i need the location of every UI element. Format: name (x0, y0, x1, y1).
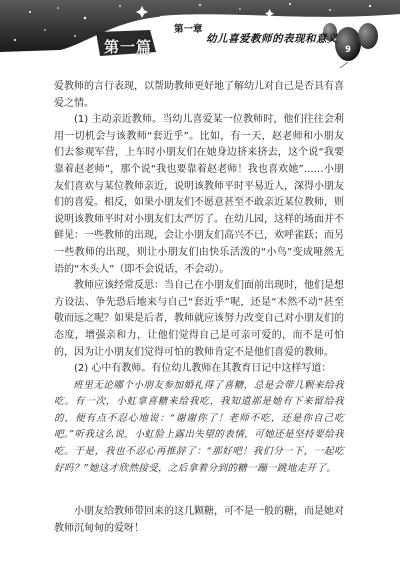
chapter-title: 幼儿喜爱教师的表现和意义 (206, 33, 338, 45)
section-gap (54, 477, 344, 504)
page-header (0, 0, 400, 68)
paragraph-reflection: 教师应该经常反思：当自己在小朋友们面前出现时，他们是想方设法、争先恐后地来与自己“套近乎”呢，还是“木然不动”甚至敬而远之呢？如果是后者，教师就应该努力改变自己对小朋友们的态度，增强亲和力，让他们觉得自己是可亲可爱的，而不是可怕的，因为让小朋友们觉得可怕的教师肯定不是他们喜爱的教师。 (54, 280, 344, 358)
chapter-label: 第一章 (174, 24, 203, 35)
page-number: 9 (345, 45, 351, 55)
paragraph-approach-teacher: (1) 主动亲近教师。当幼儿喜爱某一位教师时，他们往往会利用一切机会与该教师“套近乎”。比如，有一天，赵老师和小朋友们去参观军营，上车时小朋友们在她身边挤来挤去，这个说“我要靠着赵老师”，那个说“我也要靠着赵老师！我也喜欢她”……小朋友们喜欢与某位教师亲近，说明该教师平时平易近人，深得小朋友们的喜爱。相反，如果小朋友们不愿意甚至不敢亲近某位教师，则说明该教师平时对小朋友们太严厉了。在幼儿园，这样的场面并不鲜见：一些教师的出现，会让小朋友们高兴不已，欢呼雀跃；而另一些教师的出现，则让小朋友们由快乐活泼的“小鸟”变成哑然无语的“木头人”（即不会说话，不会动）。 (54, 114, 344, 275)
closing-paragraph: 小朋友给教师带回来的这几颗糖，可不是一般的糖，而是她对教师沉甸甸的爱呀！ (54, 506, 344, 534)
paragraph-teacher-in-heart: (2) 心中有教师。有位幼儿教师在其教育日记中这样写道： (74, 363, 332, 375)
paragraph-continuation: 爱教师的言行表现，以帮助教师更好地了解幼儿对自己是否具有喜爱之情。 (54, 81, 344, 109)
diary-quote: 班里无论哪个小朋友参加婚礼得了喜糖，总是会带几颗来给我吃。有一次，小虹拿喜糖来给我吃，我知道那是她有下来留给我的，便有点不忍心地说：“谢谢你了！老师不吃，还是你自己吃吧。”听我这么说，小虹脸上露出失望的表情，可她还是坚持要给我吃。于是，我也不忍心再推辞了：“那好吧！我们分一下，一起吃好吗？”她这才欣然接受，之后拿着分到的糖一蹦一跳地走开了。 (54, 379, 344, 474)
part-label: 第一篇 (104, 38, 153, 56)
page-body (54, 79, 344, 537)
